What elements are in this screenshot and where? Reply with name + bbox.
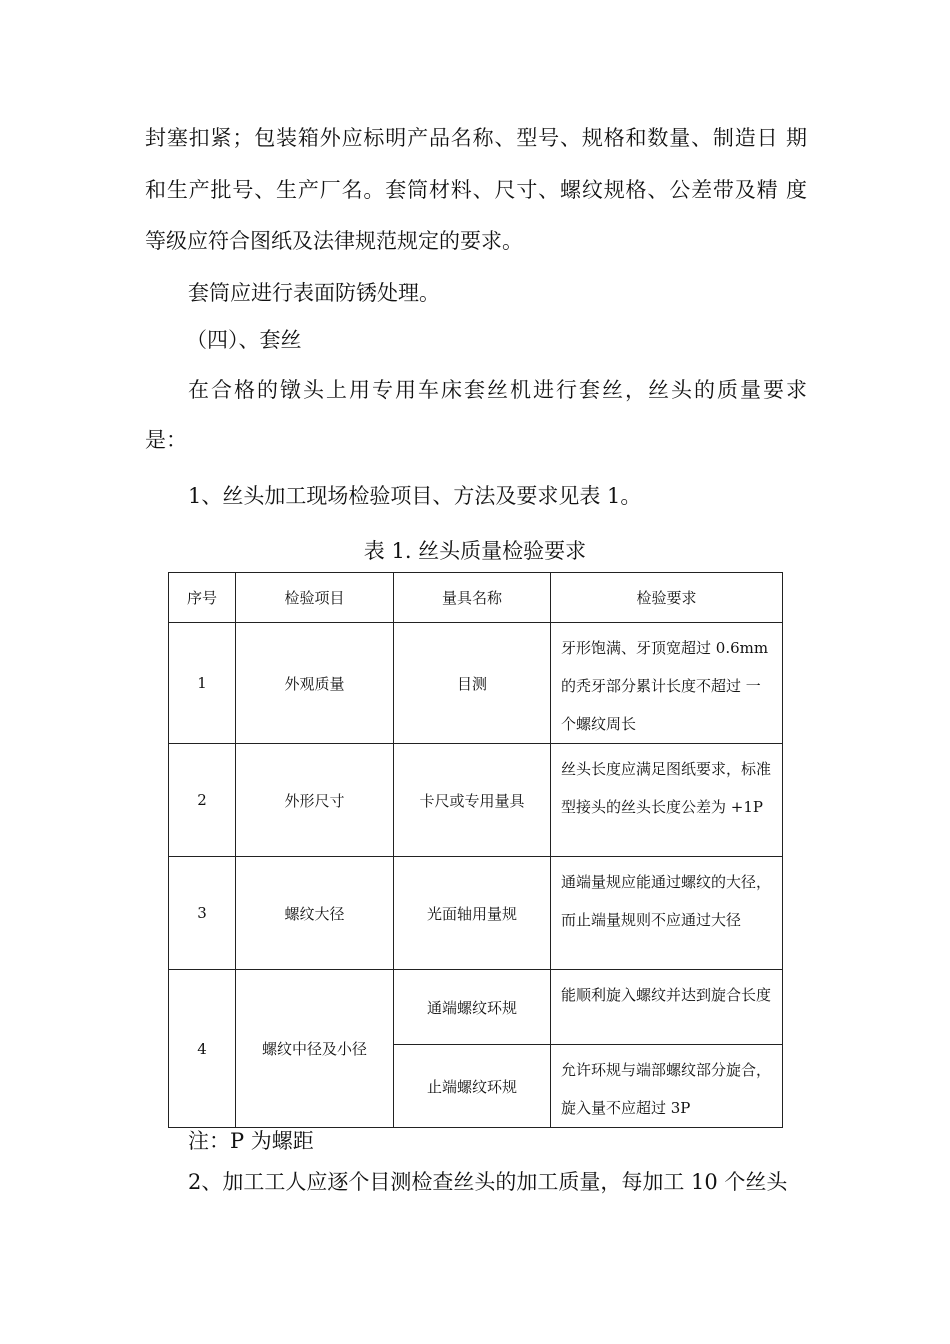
cell-item: 外形尺寸: [236, 744, 394, 857]
cell-requirement: 丝头长度应满足图纸要求，标准型接头的丝头长度公差为 +1P: [551, 744, 783, 857]
cell-no: 3: [169, 857, 236, 970]
cell-tool: 通端螺纹环规: [394, 970, 551, 1045]
cell-requirement: 通端量规应能通过螺纹的大径，而止端量规则不应通过大径: [551, 857, 783, 970]
cell-no: 2: [169, 744, 236, 857]
header-cell: 检验项目: [236, 573, 394, 623]
cell-requirement: 牙形饱满、牙顶宽超过 0.6mm 的秃牙部分累计长度不超过 一个螺纹周长: [551, 623, 783, 744]
paragraph: 1、丝头加工现场检验项目、方法及要求见表 1。: [188, 484, 642, 508]
inspection-table: [168, 572, 783, 1128]
paragraph-line: 在合格的镦头上用专用车床套丝机进行套丝，丝头的质量要求: [188, 378, 807, 402]
table-row: [169, 857, 783, 970]
paragraph-line: 和生产批号、生产厂名。套筒材料、尺寸、螺纹规格、公差带及精 度: [145, 178, 807, 202]
paragraph: 2、加工工人应逐个目测检查丝头的加工质量，每加工 10 个丝头: [188, 1170, 788, 1194]
cell-tool: 光面轴用量规: [394, 857, 551, 970]
cell-tool: 止端螺纹环规: [394, 1045, 551, 1128]
cell-tool: 目测: [394, 623, 551, 744]
cell-item: 螺纹中径及小径: [236, 970, 394, 1128]
table-caption: 表 1. 丝头质量检验要求: [363, 539, 587, 563]
paragraph: 套筒应进行表面防锈处理。: [188, 281, 440, 305]
table-header-row: [169, 573, 783, 623]
cell-requirement: 允许环规与端部螺纹部分旋合，旋入量不应超过 3P: [551, 1045, 783, 1128]
table-row: [169, 970, 783, 1045]
cell-item: 外观质量: [236, 623, 394, 744]
cell-item: 螺纹大径: [236, 857, 394, 970]
table-note: 注：P 为螺距: [188, 1129, 314, 1153]
header-cell: 量具名称: [394, 573, 551, 623]
cell-tool: 卡尺或专用量具: [394, 744, 551, 857]
section-heading: （四）、套丝: [186, 328, 302, 352]
table-row: [169, 744, 783, 857]
table-row: [169, 623, 783, 744]
paragraph-line: 封塞扣紧；包装箱外应标明产品名称、型号、规格和数量、制造日 期: [145, 126, 807, 150]
paragraph-line: 是：: [145, 428, 187, 452]
header-cell: 序号: [169, 573, 236, 623]
cell-no: 1: [169, 623, 236, 744]
header-cell: 检验要求: [551, 573, 783, 623]
cell-requirement: 能顺利旋入螺纹并达到旋合长度: [551, 970, 783, 1045]
paragraph-line: 等级应符合图纸及法律规范规定的要求。: [145, 229, 523, 253]
cell-no: 4: [169, 970, 236, 1128]
